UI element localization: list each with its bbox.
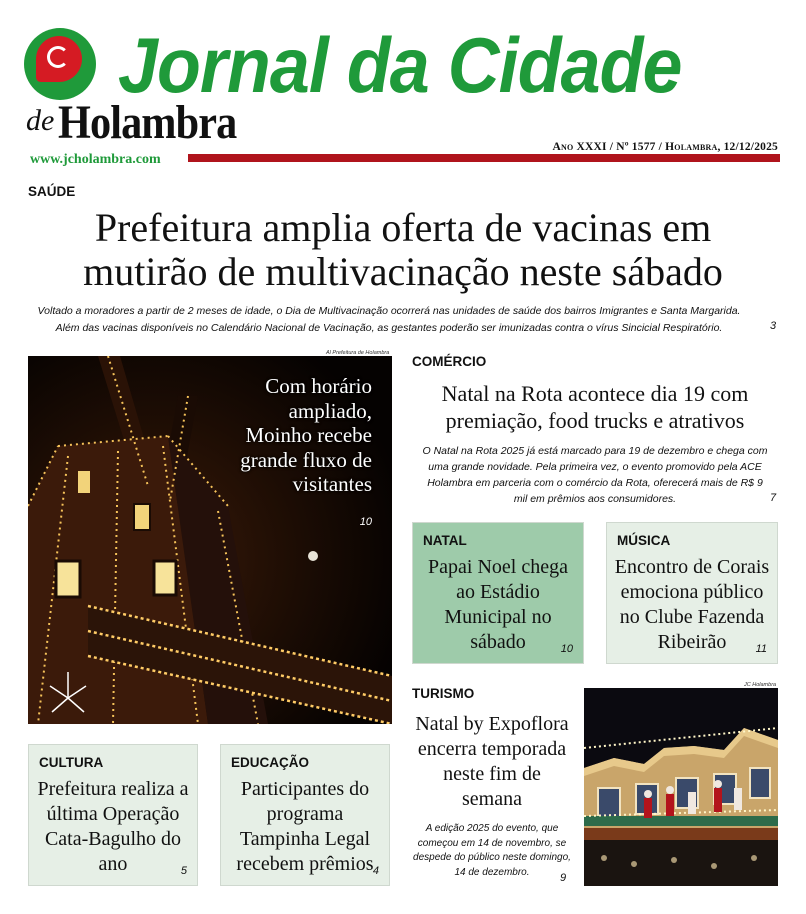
natal-page-number: 10 — [560, 643, 573, 655]
parade-photo-credit: JC Holambra — [744, 682, 777, 688]
photo-caption[interactable]: Com horário ampliado, Moinho recebe grande fluxo de visitantes — [240, 374, 372, 496]
website-link[interactable]: www.jcholambra.com — [30, 152, 161, 167]
cultura-page-number: 5 — [180, 865, 187, 877]
rose-petal-icon — [47, 46, 69, 68]
natal-section-label: NATAL — [423, 533, 467, 548]
musica-page-number: 11 — [755, 643, 767, 655]
lead-summary-line: Voltado a moradores a partir de 2 meses de idade, o Dia de Multivacinação ocorrerá nas unidades de saúde dos bairros Imigrantes e Santa Margarida. — [37, 305, 741, 317]
musica-section-label: MÚSICA — [617, 533, 671, 548]
turismo-summary: A edição 2025 do evento, que começou em 14 de novembro, se despede do público neste domingo, 14 de dezembro. — [413, 823, 571, 878]
comercio-page-number: 7 — [770, 492, 777, 504]
comercio-section-label: COMÉRCIO — [412, 354, 487, 369]
natal-headline[interactable]: Papai Noel chega ao Estádio Municipal no sábado — [428, 556, 568, 653]
natal-story-box[interactable] — [412, 522, 584, 664]
parade-photo[interactable] — [584, 688, 778, 886]
windmill-photo[interactable] — [28, 356, 392, 724]
photo-credit: Al Prefeitura de Holambra — [326, 350, 390, 356]
turismo-section-label: TURISMO — [412, 686, 475, 701]
musica-story-box[interactable] — [606, 522, 778, 664]
turismo-headline[interactable]: Natal by Expoflora encerra temporada neste fim de semana — [415, 713, 569, 810]
cultura-headline[interactable]: Prefeitura realiza a última Operação Cata-Bagulho do ano — [37, 778, 189, 875]
lead-summary — [28, 303, 776, 337]
lead-headline[interactable]: Prefeitura amplia oferta de vacinas em mutirão de multivacinação neste sábado — [83, 205, 723, 294]
educacao-page-number: 4 — [372, 865, 379, 877]
turismo-page-number: 9 — [560, 872, 567, 884]
lead-page-number: 3 — [770, 320, 777, 332]
comercio-summary: O Natal na Rota 2025 já está marcado para 19 de dezembro e chega com uma grande novidade. Pela primeira vez, o evento promovido pela ACE Holambra em parceria com o comércio da Rota, oferecerá mais de R$ 9 mil em prêmios aos consumidores. — [422, 445, 768, 505]
masthead — [0, 0, 806, 175]
educacao-section-label: EDUCAÇÃO — [231, 755, 310, 770]
cultura-story-box[interactable] — [28, 744, 198, 886]
issue-info: Ano XXXI / Nº 1577 / Holambra, 12/12/2025 — [552, 141, 778, 153]
masthead-rule — [188, 154, 780, 162]
parade-illustration — [584, 688, 778, 886]
lead-section-label: SAÚDE — [28, 184, 76, 199]
newspaper-title: Jornal da Cidade — [118, 21, 682, 109]
musica-headline[interactable]: Encontro de Corais emociona público no Clube Fazenda Ribeirão — [614, 556, 770, 653]
newspaper-subtitle-de: de — [26, 104, 55, 137]
comercio-headline[interactable]: Natal na Rota acontece dia 19 com premiação, food trucks e atrativos — [441, 381, 749, 433]
educacao-story-box[interactable] — [220, 744, 390, 886]
newspaper-subtitle-city: Holambra — [58, 96, 237, 149]
cultura-section-label: CULTURA — [39, 755, 104, 770]
educacao-headline[interactable]: Participantes do programa Tampinha Legal recebem prêmios — [236, 778, 374, 875]
lead-summary-line: Além das vacinas disponíveis no Calendário Nacional de Vacinação, as gestantes poderão ser imunizadas contra o vírus Sincicial Respiratório. — [55, 322, 723, 334]
photo-page-number: 10 — [359, 516, 372, 528]
